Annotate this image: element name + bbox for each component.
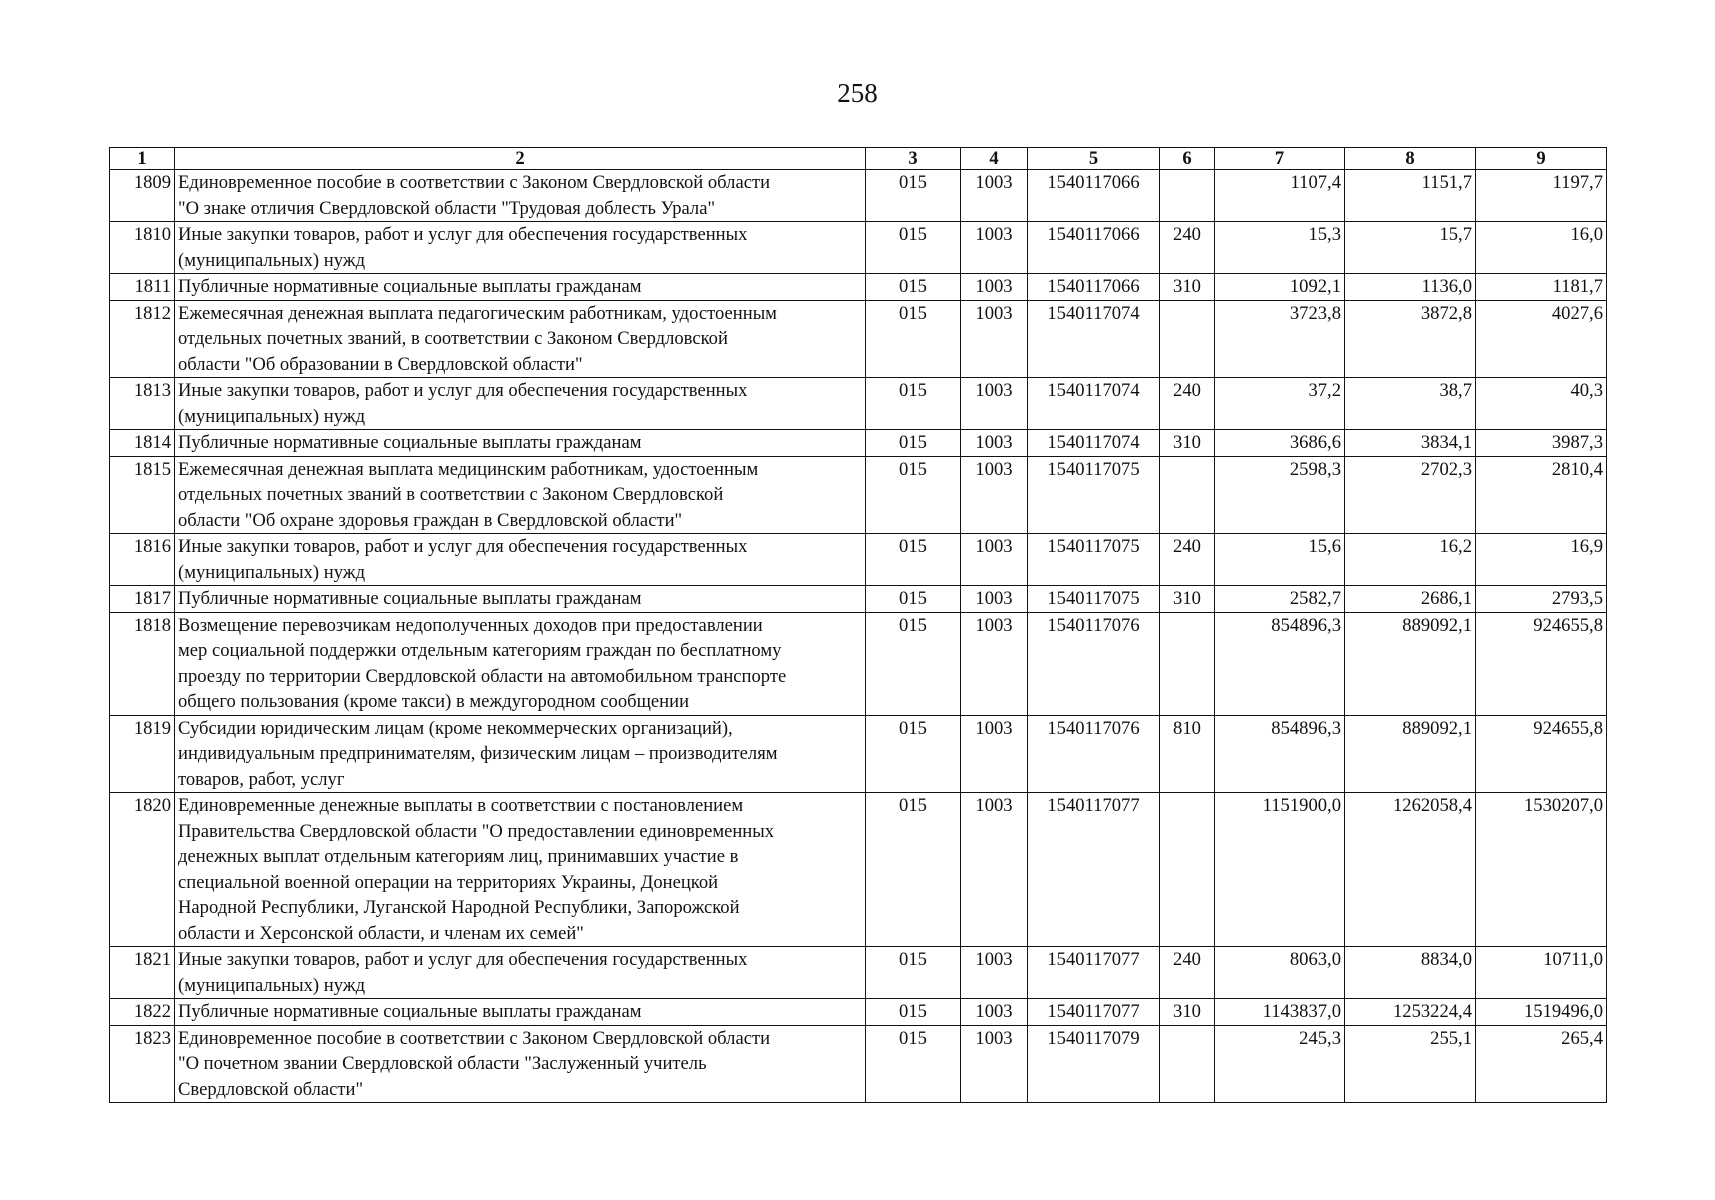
description-line: товаров, работ, услуг — [178, 768, 345, 790]
value-col-7: 1143837,0 — [1215, 999, 1345, 1026]
col-header-7: 7 — [1215, 148, 1345, 170]
description-line: Иные закупки товаров, работ и услуг для обеспечения государственных — [178, 380, 748, 401]
value-col-7: 245,3 — [1215, 1025, 1345, 1103]
description-line: Публичные нормативные социальные выплаты гражданам — [178, 432, 642, 453]
code-col-3: 015 — [866, 222, 961, 274]
value-col-8: 1136,0 — [1345, 274, 1476, 301]
value-col-8: 889092,1 — [1345, 715, 1476, 793]
value-col-9: 924655,8 — [1476, 715, 1607, 793]
code-col-6: 240 — [1160, 222, 1215, 274]
code-col-4: 1003 — [961, 170, 1028, 222]
row-number: 1823 — [110, 1025, 175, 1103]
row-number: 1812 — [110, 300, 175, 378]
code-col-6: 240 — [1160, 378, 1215, 430]
code-col-3: 015 — [866, 586, 961, 613]
code-col-5: 1540117066 — [1028, 222, 1160, 274]
code-col-6: 310 — [1160, 274, 1215, 301]
value-col-8: 889092,1 — [1345, 612, 1476, 715]
value-col-8: 8834,0 — [1345, 947, 1476, 999]
row-number: 1822 — [110, 999, 175, 1026]
value-col-7: 15,6 — [1215, 534, 1345, 586]
description-line: "О почетном звании Свердловской области "Заслуженный учитель — [178, 1053, 707, 1074]
description-line: Иные закупки товаров, работ и услуг для обеспечения государственных — [178, 536, 748, 557]
value-col-9: 16,9 — [1476, 534, 1607, 586]
value-col-9: 1519496,0 — [1476, 999, 1607, 1026]
code-col-4: 1003 — [961, 715, 1028, 793]
row-description — [175, 715, 866, 793]
description-line: (муниципальных) нужд — [178, 249, 366, 271]
value-col-9: 2793,5 — [1476, 586, 1607, 613]
value-col-8: 3872,8 — [1345, 300, 1476, 378]
value-col-9: 4027,6 — [1476, 300, 1607, 378]
code-col-3: 015 — [866, 947, 961, 999]
code-col-6: 810 — [1160, 715, 1215, 793]
description-line: Единовременное пособие в соответствии с Законом Свердловской области — [178, 1027, 771, 1049]
description-line: области "Об образовании в Свердловской области" — [178, 353, 583, 375]
row-description — [175, 947, 866, 999]
table-row — [110, 378, 1607, 430]
value-col-7: 1151900,0 — [1215, 793, 1345, 947]
row-number: 1821 — [110, 947, 175, 999]
code-col-6 — [1160, 1025, 1215, 1103]
value-col-7: 854896,3 — [1215, 612, 1345, 715]
header-row — [110, 148, 1607, 170]
description-line: отдельных почетных званий, в соответствии с Законом Свердловской — [178, 328, 728, 349]
code-col-6: 310 — [1160, 586, 1215, 613]
value-col-9: 10711,0 — [1476, 947, 1607, 999]
description-line: Свердловской области" — [178, 1078, 364, 1100]
row-description — [175, 456, 866, 534]
table-row — [110, 947, 1607, 999]
code-col-6 — [1160, 170, 1215, 222]
row-number: 1809 — [110, 170, 175, 222]
code-col-5: 1540117074 — [1028, 300, 1160, 378]
description-line: области и Херсонской области, и членам их семей" — [178, 922, 584, 944]
description-line: (муниципальных) нужд — [178, 561, 366, 583]
value-col-9: 40,3 — [1476, 378, 1607, 430]
value-col-7: 37,2 — [1215, 378, 1345, 430]
table-row — [110, 1025, 1607, 1103]
table-row — [110, 999, 1607, 1026]
value-col-9: 2810,4 — [1476, 456, 1607, 534]
row-number: 1816 — [110, 534, 175, 586]
value-col-7: 1107,4 — [1215, 170, 1345, 222]
value-col-8: 2702,3 — [1345, 456, 1476, 534]
code-col-3: 015 — [866, 999, 961, 1026]
row-number: 1818 — [110, 612, 175, 715]
description-line: Публичные нормативные социальные выплаты гражданам — [178, 588, 642, 609]
code-col-3: 015 — [866, 170, 961, 222]
table-row — [110, 612, 1607, 715]
value-col-7: 2582,7 — [1215, 586, 1345, 613]
code-col-5: 1540117066 — [1028, 170, 1160, 222]
table-header — [110, 148, 1607, 170]
description-line: "О знаке отличия Свердловской области "Трудовая доблесть Урала" — [178, 197, 716, 219]
code-col-3: 015 — [866, 274, 961, 301]
row-description — [175, 1025, 866, 1103]
code-col-4: 1003 — [961, 612, 1028, 715]
code-col-5: 1540117066 — [1028, 274, 1160, 301]
value-col-7: 1092,1 — [1215, 274, 1345, 301]
description-line: Возмещение перевозчикам недополученных доходов при предоставлении — [178, 614, 763, 636]
row-description — [175, 793, 866, 947]
value-col-7: 3723,8 — [1215, 300, 1345, 378]
code-col-3: 015 — [866, 793, 961, 947]
col-header-1: 1 — [110, 148, 175, 170]
code-col-6: 240 — [1160, 534, 1215, 586]
table-row — [110, 456, 1607, 534]
value-col-9: 924655,8 — [1476, 612, 1607, 715]
page-number: 258 — [837, 78, 878, 108]
row-description — [175, 999, 866, 1026]
value-col-9: 1197,7 — [1476, 170, 1607, 222]
code-col-6 — [1160, 300, 1215, 378]
value-col-8: 255,1 — [1345, 1025, 1476, 1103]
value-col-8: 38,7 — [1345, 378, 1476, 430]
code-col-6 — [1160, 793, 1215, 947]
description-line: Публичные нормативные социальные выплаты гражданам — [178, 1001, 642, 1022]
table-row — [110, 534, 1607, 586]
value-col-8: 15,7 — [1345, 222, 1476, 274]
value-col-8: 1262058,4 — [1345, 793, 1476, 947]
value-col-9: 1181,7 — [1476, 274, 1607, 301]
row-description — [175, 612, 866, 715]
description-line: специальной военной операции на территориях Украины, Донецкой — [178, 871, 719, 893]
code-col-5: 1540117074 — [1028, 430, 1160, 457]
value-col-7: 854896,3 — [1215, 715, 1345, 793]
code-col-5: 1540117075 — [1028, 586, 1160, 613]
description-line: области "Об охране здоровья граждан в Свердловской области" — [178, 509, 683, 531]
code-col-5: 1540117076 — [1028, 612, 1160, 715]
code-col-3: 015 — [866, 378, 961, 430]
row-number: 1815 — [110, 456, 175, 534]
code-col-4: 1003 — [961, 456, 1028, 534]
description-line: Народной Республики, Луганской Народной Республики, Запорожской — [178, 897, 740, 918]
table-body — [110, 170, 1607, 1103]
description-line: индивидуальным предпринимателям, физическим лицам – производителям — [178, 743, 778, 764]
value-col-8: 3834,1 — [1345, 430, 1476, 457]
description-line: денежных выплат отдельным категориям лиц, принимавших участие в — [178, 846, 739, 867]
code-col-5: 1540117077 — [1028, 999, 1160, 1026]
code-col-4: 1003 — [961, 1025, 1028, 1103]
description-line: отдельных почетных званий в соответствии с Законом Свердловской — [178, 484, 724, 505]
code-col-4: 1003 — [961, 947, 1028, 999]
code-col-3: 015 — [866, 300, 961, 378]
value-col-9: 16,0 — [1476, 222, 1607, 274]
value-col-8: 1253224,4 — [1345, 999, 1476, 1026]
col-header-2: 2 — [175, 148, 866, 170]
row-number: 1810 — [110, 222, 175, 274]
code-col-5: 1540117075 — [1028, 456, 1160, 534]
code-col-4: 1003 — [961, 793, 1028, 947]
code-col-4: 1003 — [961, 586, 1028, 613]
code-col-4: 1003 — [961, 378, 1028, 430]
value-col-8: 2686,1 — [1345, 586, 1476, 613]
code-col-5: 1540117077 — [1028, 947, 1160, 999]
row-number: 1814 — [110, 430, 175, 457]
description-line: Иные закупки товаров, работ и услуг для обеспечения государственных — [178, 224, 748, 245]
row-number: 1820 — [110, 793, 175, 947]
row-number: 1819 — [110, 715, 175, 793]
description-line: (муниципальных) нужд — [178, 405, 366, 427]
value-col-7: 15,3 — [1215, 222, 1345, 274]
code-col-3: 015 — [866, 456, 961, 534]
code-col-4: 1003 — [961, 534, 1028, 586]
description-line: Субсидии юридическим лицам (кроме некоммерческих организаций), — [178, 717, 733, 739]
description-line: общего пользования (кроме такси) в междугородном сообщении — [178, 691, 690, 712]
code-col-5: 1540117079 — [1028, 1025, 1160, 1103]
code-col-3: 015 — [866, 612, 961, 715]
description-line: мер социальной поддержки отдельным категориям граждан по бесплатному — [178, 640, 782, 661]
value-col-9: 265,4 — [1476, 1025, 1607, 1103]
description-line: проезду по территории Свердловской области на автомобильном транспорте — [178, 665, 787, 687]
table-row — [110, 222, 1607, 274]
value-col-7: 3686,6 — [1215, 430, 1345, 457]
table-row — [110, 274, 1607, 301]
value-col-8: 1151,7 — [1345, 170, 1476, 222]
code-col-4: 1003 — [961, 300, 1028, 378]
description-line: Ежемесячная денежная выплата медицинским работникам, удостоенным — [178, 458, 759, 480]
code-col-3: 015 — [866, 534, 961, 586]
row-description — [175, 534, 866, 586]
value-col-7: 2598,3 — [1215, 456, 1345, 534]
table-row — [110, 170, 1607, 222]
code-col-5: 1540117074 — [1028, 378, 1160, 430]
code-col-4: 1003 — [961, 430, 1028, 457]
description-line: Ежемесячная денежная выплата педагогическим работникам, удостоенным — [178, 302, 777, 324]
row-number: 1813 — [110, 378, 175, 430]
code-col-5: 1540117076 — [1028, 715, 1160, 793]
table-row — [110, 300, 1607, 378]
row-number: 1817 — [110, 586, 175, 613]
row-description — [175, 170, 866, 222]
code-col-6: 240 — [1160, 947, 1215, 999]
code-col-3: 015 — [866, 715, 961, 793]
row-description — [175, 378, 866, 430]
code-col-5: 1540117075 — [1028, 534, 1160, 586]
description-line: Единовременное пособие в соответствии с Законом Свердловской области — [178, 172, 771, 193]
code-col-3: 015 — [866, 1025, 961, 1103]
description-line: Единовременные денежные выплаты в соответствии с постановлением — [178, 795, 744, 816]
code-col-5: 1540117077 — [1028, 793, 1160, 947]
table-row — [110, 430, 1607, 457]
code-col-4: 1003 — [961, 274, 1028, 301]
row-description — [175, 274, 866, 301]
col-header-9: 9 — [1476, 148, 1607, 170]
table-row — [110, 793, 1607, 947]
description-line: Публичные нормативные социальные выплаты гражданам — [178, 276, 642, 297]
code-col-6 — [1160, 456, 1215, 534]
description-line: (муниципальных) нужд — [178, 974, 366, 996]
code-col-4: 1003 — [961, 999, 1028, 1026]
row-description — [175, 300, 866, 378]
code-col-6 — [1160, 612, 1215, 715]
description-line: Правительства Свердловской области "О предоставлении единовременных — [178, 820, 775, 842]
row-description — [175, 586, 866, 613]
description-line: Иные закупки товаров, работ и услуг для обеспечения государственных — [178, 949, 748, 970]
code-col-3: 015 — [866, 430, 961, 457]
value-col-9: 1530207,0 — [1476, 793, 1607, 947]
col-header-4: 4 — [961, 148, 1028, 170]
col-header-8: 8 — [1345, 148, 1476, 170]
col-header-3: 3 — [866, 148, 961, 170]
code-col-4: 1003 — [961, 222, 1028, 274]
value-col-7: 8063,0 — [1215, 947, 1345, 999]
code-col-6: 310 — [1160, 999, 1215, 1026]
table-row — [110, 586, 1607, 613]
code-col-6: 310 — [1160, 430, 1215, 457]
row-description — [175, 430, 866, 457]
budget-table — [109, 147, 1607, 1103]
value-col-8: 16,2 — [1345, 534, 1476, 586]
col-header-5: 5 — [1028, 148, 1160, 170]
row-description — [175, 222, 866, 274]
value-col-9: 3987,3 — [1476, 430, 1607, 457]
table-row — [110, 715, 1607, 793]
row-number: 1811 — [110, 274, 175, 301]
col-header-6: 6 — [1160, 148, 1215, 170]
